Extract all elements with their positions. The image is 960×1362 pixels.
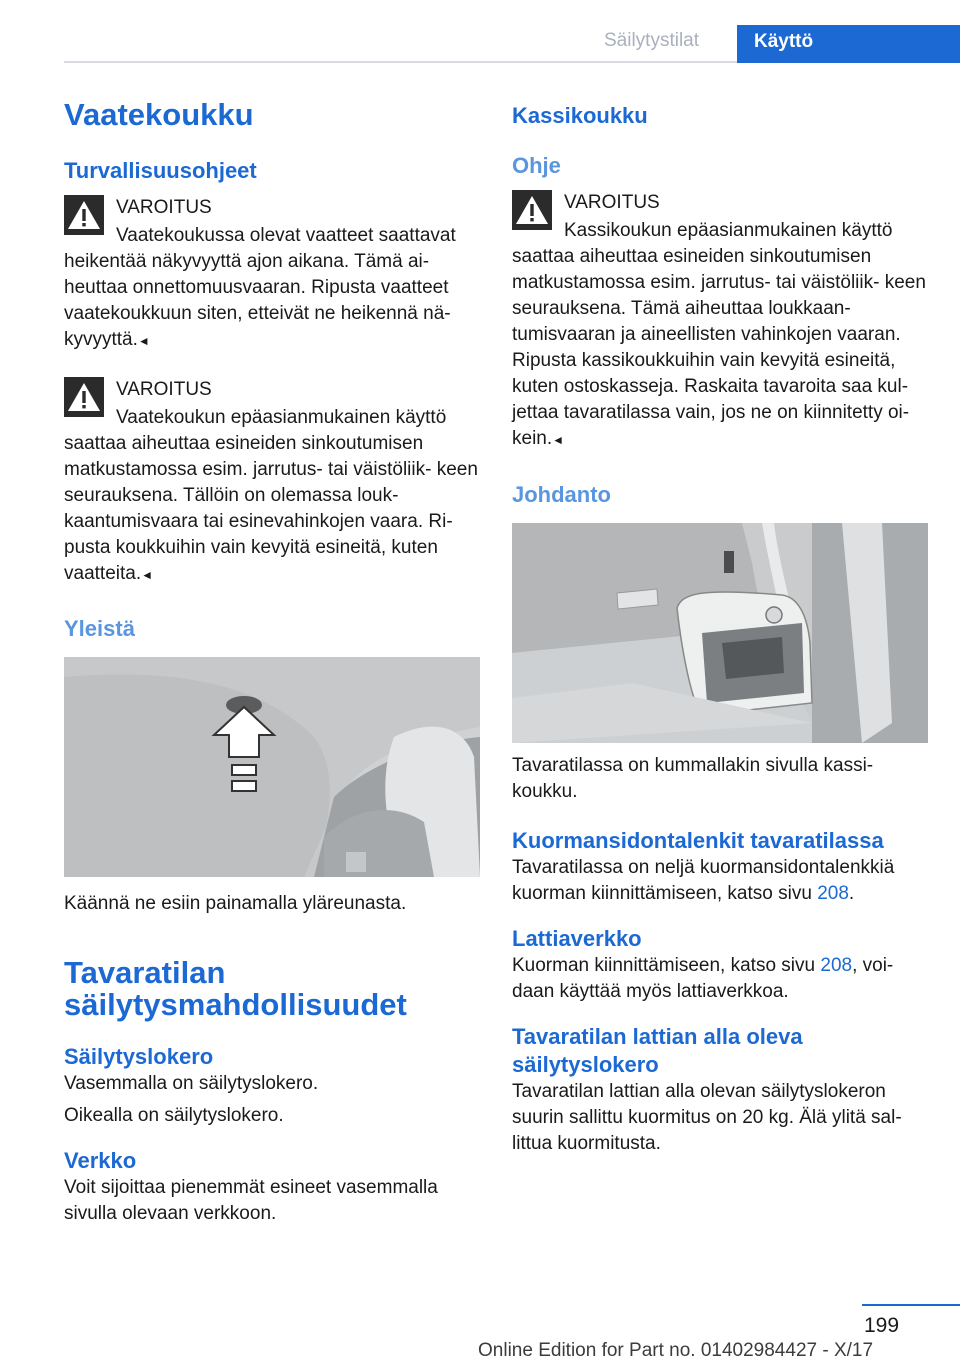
intro-heading: Johdanto [512,482,611,507]
end-marker-icon: ◄ [552,433,565,447]
page-link-208[interactable]: 208 [817,883,849,904]
warning-label: VAROITUS [116,379,212,400]
floor-net-body: Kuorman kiinnittämiseen, katso sivu [512,955,816,976]
warning-block-2 [64,377,480,588]
page-number: 199 [864,1314,900,1337]
sentence-end: . [848,883,855,904]
edition-line: Online Edition for Part no. 01402984427 - X/17 [478,1340,874,1361]
underfloor-text: Tavaratilan lattian alla olevan säilytyslokeron suurin sallittu kuormitus on 20 kg. Älä ylitä sal- littua kuormitusta. [512,1081,902,1154]
left-column [64,98,480,1227]
warning-label: VAROITUS [564,192,660,213]
guide-heading: Ohje [512,153,561,178]
luggage-compartment-illustration [512,523,928,743]
floor-net-text [512,953,928,1005]
warning-text: saattaa aiheuttaa esineiden sinkoutumisen matkustamossa esim. jarrutus- tai väistöliik- keen seurauksena. Tämä aiheuttaa loukkaan- tumisvaaran ja aineellisten vahinkojen vaaran. Ripusta kassikoukkuihin vain kevyitä esineitä, kuten ostoskasseja. Raskaita tavaroita saa kul- jettaa tavaratilassa vain, jos ne on kiinnitetty oi- kein. [512,246,926,449]
coat-hook-illustration [64,657,480,877]
compartment-heading: Säilytyslokero [64,1044,214,1069]
warning-text-line1: Vaatekoukussa olevat vaatteet saattavat [116,225,456,246]
warning-block-1 [64,195,480,354]
floor-net-body-cont: , voi- daan käyttää myös lattiaverkkoa. [512,955,894,1002]
warning-triangle-icon [512,190,552,230]
safety-heading: Turvallisuusohjeet [64,158,257,183]
end-marker-icon: ◄ [137,334,150,348]
figure-caption: Käännä ne esiin painamalla yläreunasta. [64,893,407,914]
header-chapter-tab: Käyttö [737,25,960,63]
lashing-eyes-heading: Kuormansidontalenkit tavaratilassa [512,828,884,853]
header-section-label: Säilytystilat [604,30,700,51]
warning-text: saattaa aiheuttaa esineiden sinkoutumisen matkustamossa esim. jarrutus- tai väistöliik- keen seurauksena. Tällöin on olemassa louk- kaantumisvaara tai esinevahinkojen vaara. Ri- pusta koukkuihin vain kevyitä esineitä, kuten vaatteita. [64,433,478,584]
compartment-text-left: Vasemmalla on säilytyslokero. [64,1073,319,1094]
warning-text-line1: Kassikoukun epäasianmukainen käyttö [564,220,893,241]
page-link-208[interactable]: 208 [820,955,853,976]
floor-net-heading: Lattiaverkko [512,926,642,951]
lashing-eyes-body: Tavaratilassa on neljä kuormansidontalenkkiä kuorman kiinnittämiseen, katso sivu [512,857,895,904]
lashing-eyes-text [512,855,928,907]
general-heading: Yleistä [64,616,135,641]
net-text: Voit sijoittaa pienemmät esineet vasemmalla sivulla olevaan verkkoon. [64,1177,438,1224]
end-marker-icon: ◄ [141,568,153,582]
compartment-text-right: Oikealla on säilytyslokero. [64,1105,284,1126]
section-title-bag-hook: Kassikoukku [512,103,648,128]
net-heading: Verkko [64,1148,137,1173]
right-column [512,98,928,1157]
warning-text: heikentää näkyvyyttä ajon aikana. Tämä ai- heuttaa onnettomuusvaaran. Ripusta vaatteet vaatekoukkuun siten, etteivät ne heikennä nä- kyvyyttä. [64,251,451,350]
footer-rule [862,1304,960,1306]
intro-caption: Tavaratilassa on kummallakin sivulla kassi- koukku. [512,755,874,802]
section-title-storage: Tavaratilan säilytysmahdollisuudet [64,955,407,1022]
warning-triangle-icon [64,195,104,235]
underfloor-heading: Tavaratilan lattian alla oleva säilytyslokero [512,1024,803,1077]
warning-text-line1: Vaatekoukun epäasianmukainen käyttö [116,407,447,428]
warning-block-bag-hook [512,190,928,453]
warning-triangle-icon [64,377,104,417]
section-title-coat-hooks: Vaatekoukku [64,97,254,132]
warning-label: VAROITUS [116,197,212,218]
